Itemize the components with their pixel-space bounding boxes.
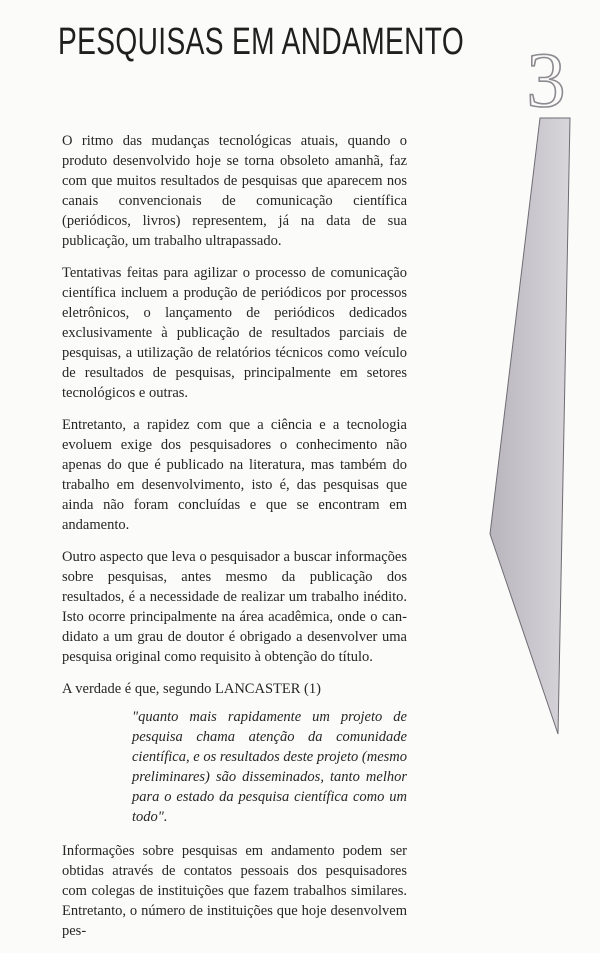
block-quote: "quanto mais rapidamente um projeto de pesquisa chama atenção da comunidade científica, e os resultados deste projeto (mesmo preliminares) são disseminados, tanto melhor para o estado da pesquisa científica como um todo".: [132, 709, 407, 825]
chapter-triangle: [490, 118, 570, 734]
chapter-number: 3: [526, 36, 566, 123]
paragraph: Entretanto, a rapidez com que a ciência e a tecnologia evoluem exige dos pesquisadores o conhecimento não apenas do que é publicado na literatura, mas também do trabalho em desenvolvimento, isto é, das pesquisas que ainda não foram concluídas e que se encontram em andamento.: [62, 417, 407, 533]
article-body: [62, 131, 407, 953]
chapter-marker: [488, 22, 588, 762]
paragraph: O ritmo das mudanças tecnológicas atuais, quando o produto desenvolvido hoje se torna obsoleto amanhã, faz com que muitos resultados de pesquisas que aparecem nos canais convencionais de comunicação científica (periódicos, livros) representem, já na data de sua publicação, um trabalho ultrapassado.: [62, 133, 407, 249]
paragraph: Outro aspecto que leva o pesquisador a buscar informações sobre pesquisas, antes mesmo da publicação dos resultados, é a necessidade de realizar um trabalho inédito. Isto ocorre principalmente na área acadêmica, onde o can-didato a um grau de doutor é obrigado a desenvolver uma pesquisa original como requisito à obtenção do título.: [62, 549, 407, 665]
paragraph: A verdade é que, segundo LANCASTER (1): [62, 681, 321, 697]
paragraph: Informações sobre pesquisas em andamento podem ser obtidas através de contatos pessoais dos pesquisadores com colegas de instituições que fazem trabalhos similares. Entretanto, o número de instituições que hoje desenvolvem pes-: [62, 843, 407, 939]
page-title: PESQUISAS EM ANDAMENTO: [58, 21, 465, 63]
paragraph: Tentativas feitas para agilizar o processo de comunicação científica incluem a produção de periódicos por processos eletrônicos, o lançamento de periódicos dedicados exclusivamente à publicação de resultados parciais de pesquisas, a utilização de relatórios técnicos como veículo de resultados de pesquisas, principalmente em setores tecnológicos e outras.: [62, 265, 407, 401]
